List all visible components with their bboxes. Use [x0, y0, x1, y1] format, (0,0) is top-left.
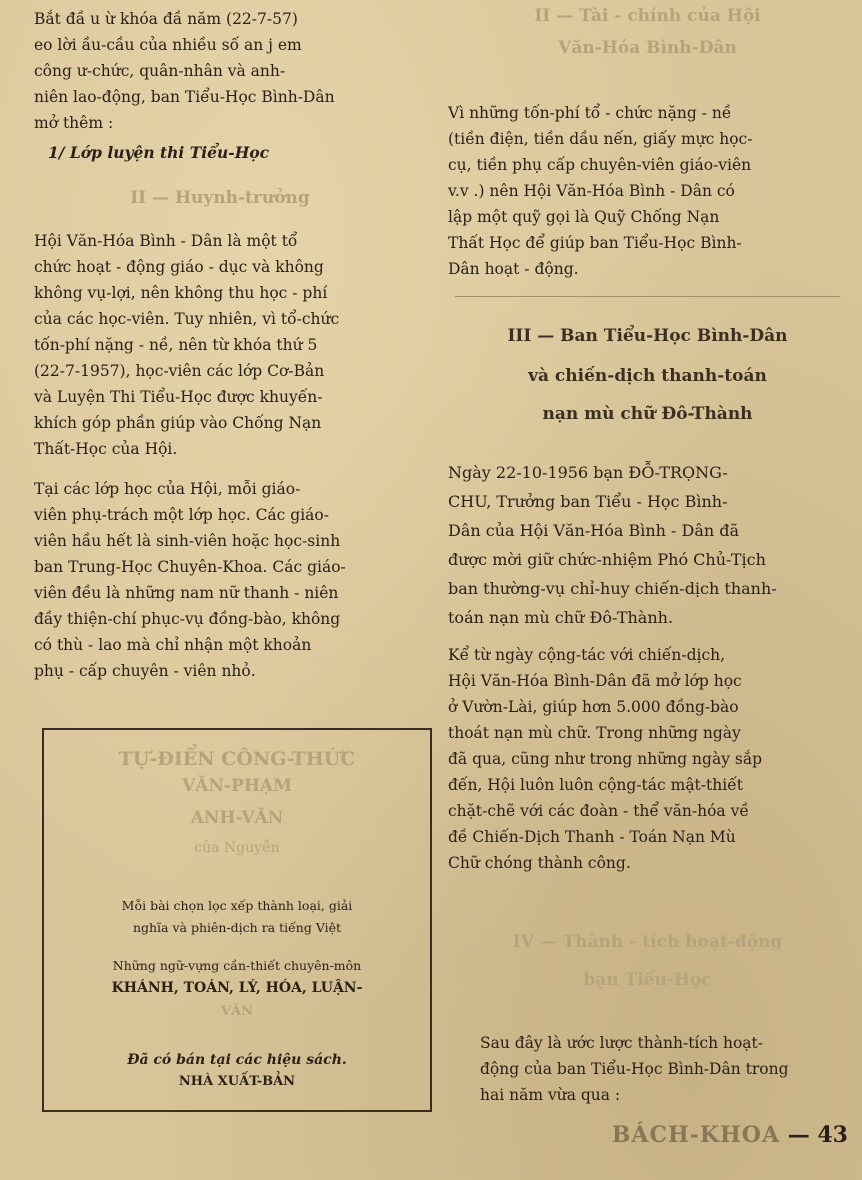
text-line: viên hầu hết là sinh-viên hoặc học-sinh [34, 532, 341, 550]
ad-description: KHÁNH, TOÁN, LÝ, HÓA, LUẬN- [111, 980, 363, 996]
text-line: Kể từ ngày cộng-tác với chiến-dịch, [448, 646, 726, 664]
ad-description: Mỗi bài chọn lọc xếp thành loại, giải [121, 898, 353, 913]
ad-title: ANH-VĂN [190, 808, 284, 828]
right-heading-2: III — Ban Tiểu-Học Bình-Dân [507, 326, 788, 346]
text-line: ban Trung-Học Chuyên-Khoa. Các giáo- [34, 558, 346, 576]
right-heading-2c: nạn mù chữ Đô-Thành [542, 404, 753, 424]
ad-title: TỰ-ĐIỂN CÔNG-THỨC [118, 748, 356, 770]
text-line: không vụ-lợi, nên không thu học - phí [34, 284, 328, 302]
text-line: Thất Học để giúp ban Tiểu-Học Bình- [448, 234, 742, 252]
text-line: khích góp phần giúp vào Chống Nạn [34, 414, 322, 432]
text-line: Dân hoạt - động. [448, 260, 579, 278]
right-para-3 [448, 642, 840, 876]
item-1: 1/ Lớp luyện thi Tiểu-Học [48, 143, 270, 162]
ad-title: VĂN-PHẠM [182, 776, 292, 796]
text-line: Hội Văn-Hóa Bình - Dân là một tổ [34, 232, 298, 250]
magazine-name: BÁCH-KHOA [611, 1122, 781, 1148]
text-line: Dân của Hội Văn-Hóa Bình - Dân đã [448, 521, 740, 540]
left-section-heading: II — Huynh-trưởng [130, 188, 310, 208]
text-line: đầy thiện-chí phục-vụ đồng-bào, không [34, 610, 341, 628]
left-body-2 [34, 476, 419, 684]
right-heading-1: II — Tài - chính của Hội [534, 6, 761, 26]
text-line: mở thêm : [34, 114, 114, 132]
right-para-4 [480, 1030, 840, 1108]
divider [455, 296, 840, 297]
text-line: Ngày 22-10-1956 bạn ĐỖ-TRỌNG- [448, 463, 728, 482]
right-para-1 [448, 100, 840, 282]
ad-description: VĂN [220, 1004, 254, 1019]
text-line: Chữ chóng thành công. [448, 854, 631, 872]
right-heading-3: IV — Thành - tích hoạt-động [512, 932, 783, 952]
text-line: cụ, tiền phụ cấp chuyên-viên giáo-viên [448, 156, 752, 174]
left-body-1 [34, 228, 419, 462]
right-heading-3b: bạn Tiểu-Học [583, 970, 712, 990]
text-line: Sau đây là ước lược thành-tích hoạt- [480, 1034, 763, 1052]
right-heading-1b: Văn-Hóa Bình-Dân [558, 38, 737, 58]
text-line: và Luyện Thi Tiểu-Học được khuyến- [34, 388, 323, 406]
ad-publisher: NHÀ XUẤT-BẢN [178, 1074, 296, 1089]
page-number: — 43 [787, 1122, 848, 1148]
text-line: của các học-viên. Tuy nhiên, vì tổ-chức [34, 310, 340, 328]
ad-description: Những ngữ-vựng cần-thiết chuyên-môn [112, 958, 362, 973]
text-line: (22-7-1957), học-viên các lớp Cơ-Bản [34, 362, 325, 380]
text-line: niên lao-động, ban Tiểu-Học Bình-Dân [34, 88, 335, 106]
text-line: (tiền điện, tiền dầu nến, giấy mực học- [448, 130, 753, 148]
page-footer [612, 1122, 848, 1148]
text-line: phụ - cấp chuyên - viên nhỏ. [34, 662, 256, 680]
ad-sale-note: Đã có bán tại các hiệu sách. [127, 1052, 347, 1068]
text-line: CHU, Trưởng ban Tiểu - Học Bình- [448, 492, 728, 511]
text-line: chức hoạt - động giáo - dục và không [34, 258, 324, 276]
text-line: Thất-Học của Hội. [34, 440, 178, 458]
text-line: đã qua, cũng như trong những ngày sắp [448, 750, 762, 768]
text-line: Vì những tốn-phí tổ - chức nặng - nề [448, 104, 732, 122]
ad-author: của Nguyễn [194, 840, 280, 856]
text-line: được mời giữ chức-nhiệm Phó Chủ-Tịch [448, 550, 766, 569]
text-line: tốn-phí nặng - nề, nên từ khóa thứ 5 [34, 336, 318, 354]
text-line: đến, Hội luôn luôn cộng-tác mật-thiết [448, 776, 743, 794]
text-line: Tại các lớp học của Hội, mỗi giáo- [34, 480, 301, 498]
left-intro [34, 6, 419, 136]
advertisement-box [42, 728, 432, 1112]
text-line: thoát nạn mù chữ. Trong những ngày [448, 724, 741, 742]
ad-description: nghĩa và phiên-dịch ra tiếng Việt [132, 920, 342, 935]
text-line: toán nạn mù chữ Đô-Thành. [448, 608, 674, 627]
right-para-2 [448, 458, 840, 632]
text-line: hai năm vừa qua : [480, 1086, 621, 1104]
text-line: ở Vườn-Lài, giúp hơn 5.000 đồng-bào [448, 698, 739, 716]
text-line: Hội Văn-Hóa Bình-Dân đã mở lớp học [448, 672, 742, 690]
text-line: công ư-chức, quân-nhân và anh- [34, 62, 286, 80]
text-line: Bắt đầ u ừ khóa đầ năm (22-7-57) [34, 10, 298, 28]
text-line: chặt-chẽ với các đoàn - thể văn-hóa về [448, 802, 749, 820]
text-line: lập một quỹ gọi là Quỹ Chống Nạn [448, 208, 720, 226]
text-line: eo lời ầu-cầu của nhiều số an j em [34, 36, 302, 54]
right-heading-2b: và chiến-dịch thanh-toán [528, 366, 767, 386]
text-line: động của ban Tiểu-Học Bình-Dân trong [480, 1060, 789, 1078]
text-line: viên phụ-trách một lớp học. Các giáo- [34, 506, 329, 524]
text-line: ban thường-vụ chỉ-huy chiến-dịch thanh- [448, 579, 777, 598]
text-line: v.v .) nên Hội Văn-Hóa Bình - Dân có [448, 182, 735, 200]
text-line: có thù - lao mà chỉ nhận một khoản [34, 636, 312, 654]
text-line: đề Chiến-Dịch Thanh - Toán Nạn Mù [448, 828, 736, 846]
text-line: viên đều là những nam nữ thanh - niên [34, 584, 339, 602]
